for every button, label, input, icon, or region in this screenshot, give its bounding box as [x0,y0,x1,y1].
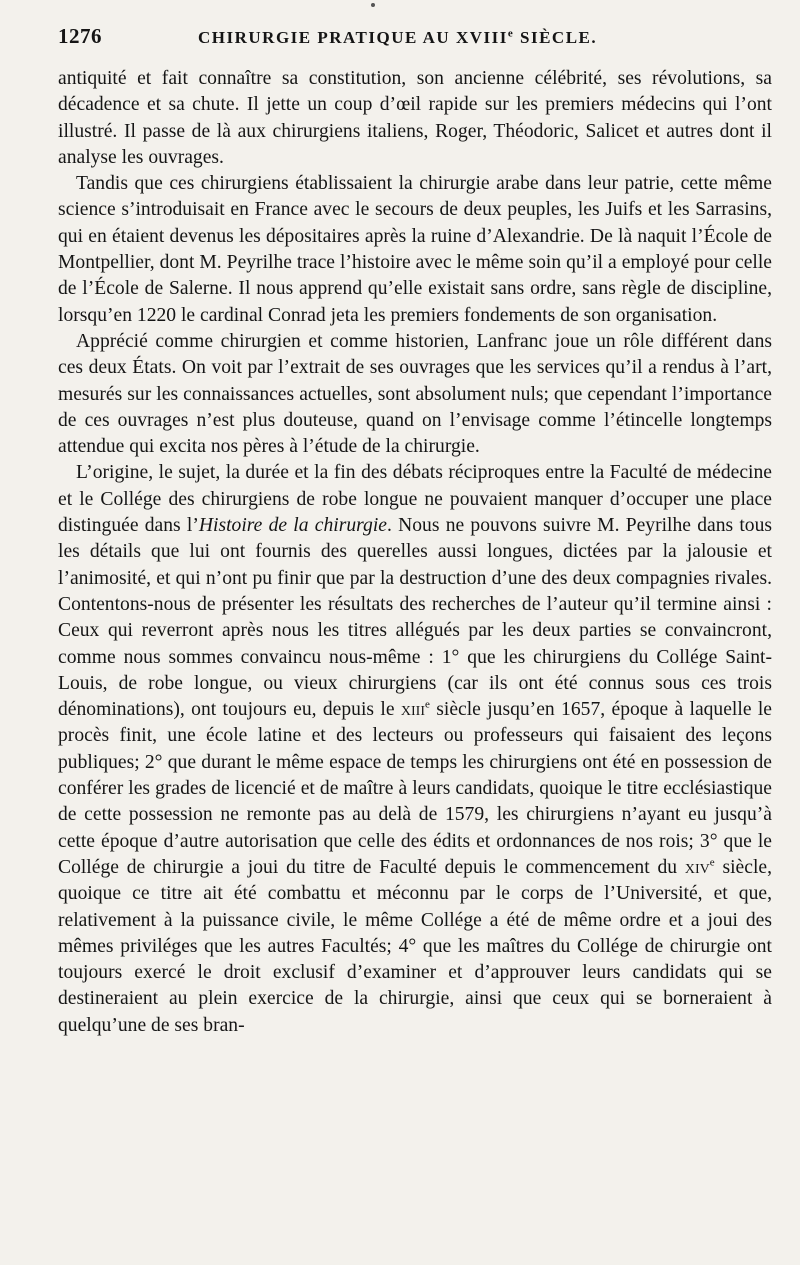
text-segment: xiii [400,699,426,721]
superscript: e [507,27,515,40]
text-segment: Histoire de la chirurgie [198,515,387,537]
text-segment: e [425,698,430,711]
print-mark [371,3,375,7]
text-segment: . Nous ne pouvons suivre M. Peyrilhe dans tous les détails que lui ont fournis des querelles aussi longues, dictées par la jalousie et l’animosité, et qui n’ont pu finir que par la destruction d’une des deux compagnies rivales. Contentons-nous de présenter les résultats des recherches de l’auteur qu’il termine ainsi : Ceux qui reverront après nous les titres allégués par les deux parties se convaincront, comme nous sommes convaincu nous-même : 1° que les chirurgiens du Collége Saint-Louis, de robe longue, ou vieux chirurgiens (car ils ont été connus sous ces trois dénominations), ont toujours eu, depuis le [58,515,773,721]
text-segment: siècle jusqu’en 1657, époque à laquelle le procès finit, une école latine et des lecteurs ou professeurs qui faisaient des leçons publiques; 2° que durant le même espace de temps les chirurgiens ont été en possession de conférer les grades de licencié et de maître à leurs candidats, quoique le titre ecclésiastique de cette possession ne remonte pas au delà de 1579, les chirurgiens n’ayant eu jusqu’à cette époque d’autre autorisation que celle des édits et ordonnances de nos rois; 3° que le Collége de chirurgie a joui du titre de Faculté depuis le commencement du [58,699,773,878]
paragraph [58,460,772,1039]
text-segment: e [709,856,715,869]
text-segment: Tandis que ces chirurgiens établissaient la chirurgie arabe dans leur patrie, cette même science s’introduisait en France avec le secours de deux peuples, les Juifs et les Sarrasins, qui en étaient devenus les dépositaires après la ruine d’Alexandrie. De là naquit l’École de Montpellier, dont M. Peyrilhe trace l’histoire avec le même soin qu’il a employé pour celle de l’École de Salerne. Il nous apprend qu’elle existait sans ordre, sans règle de discipline, lorsqu’en 1220 le cardinal Conrad jeta les premiers fondements de son organisation. [58,173,772,326]
text-segment: Apprécié comme chirurgien et comme historien, Lanfranc joue un rôle différent dans ces deux États. On voit par l’extrait de ses ouvrages que les services qu’il a rendus à l’art, mesurés sur les connaissances actuelles, sont absolument nuls; que cependant l’importance de ces ouvrages n’est plus douteuse, quand on l’envisage comme l’étincelle longtemps attendue qui excita nos pères à l’étude de la chirurgie. [58,330,772,458]
paragraph [58,329,772,460]
body-text [58,66,772,1039]
running-title: CHIRURGIE PRATIQUE AU XVIIIe SIÈCLE. [198,27,598,47]
running-header [58,24,772,60]
page-number: 1276 [58,24,102,48]
text-segment: L’origine, le sujet, la durée et la fin des débats réciproques entre la Faculté de médecine et le Collége des chirurgiens de robe longue ne pouvaient manquer d’occuper une place distinguée dans l’ [58,462,772,537]
text-segment: siècle, quoique ce titre ait été combattu et méconnu par le corps de l’Université, et que, relativement à la puissance civile, le même Collége a été de même ordre et a joui des mêmes priviléges que les autres Facultés; 4° que les maîtres du Collége de chirurgie ont toujours exercé le droit exclusif d’examiner et d’approuver leurs candidats qui se destineraient au plein exercice de la chirurgie, ainsi que ceux qui se borneraient à quelqu’une de ses bran- [58,856,772,1036]
text-segment: xiv [684,856,710,878]
paragraph [58,66,772,171]
paragraph [58,171,772,329]
text-segment: antiquité et fait connaître sa constitution, son ancienne célébrité, ses révolutions, sa décadence et sa chute. Il jette un coup d’œil rapide sur les premiers médecins qui l’ont illustré. Il passe de là aux chirurgiens italiens, Roger, Théodoric, Salicet et autres dont il analyse les ouvrages. [58,68,772,168]
